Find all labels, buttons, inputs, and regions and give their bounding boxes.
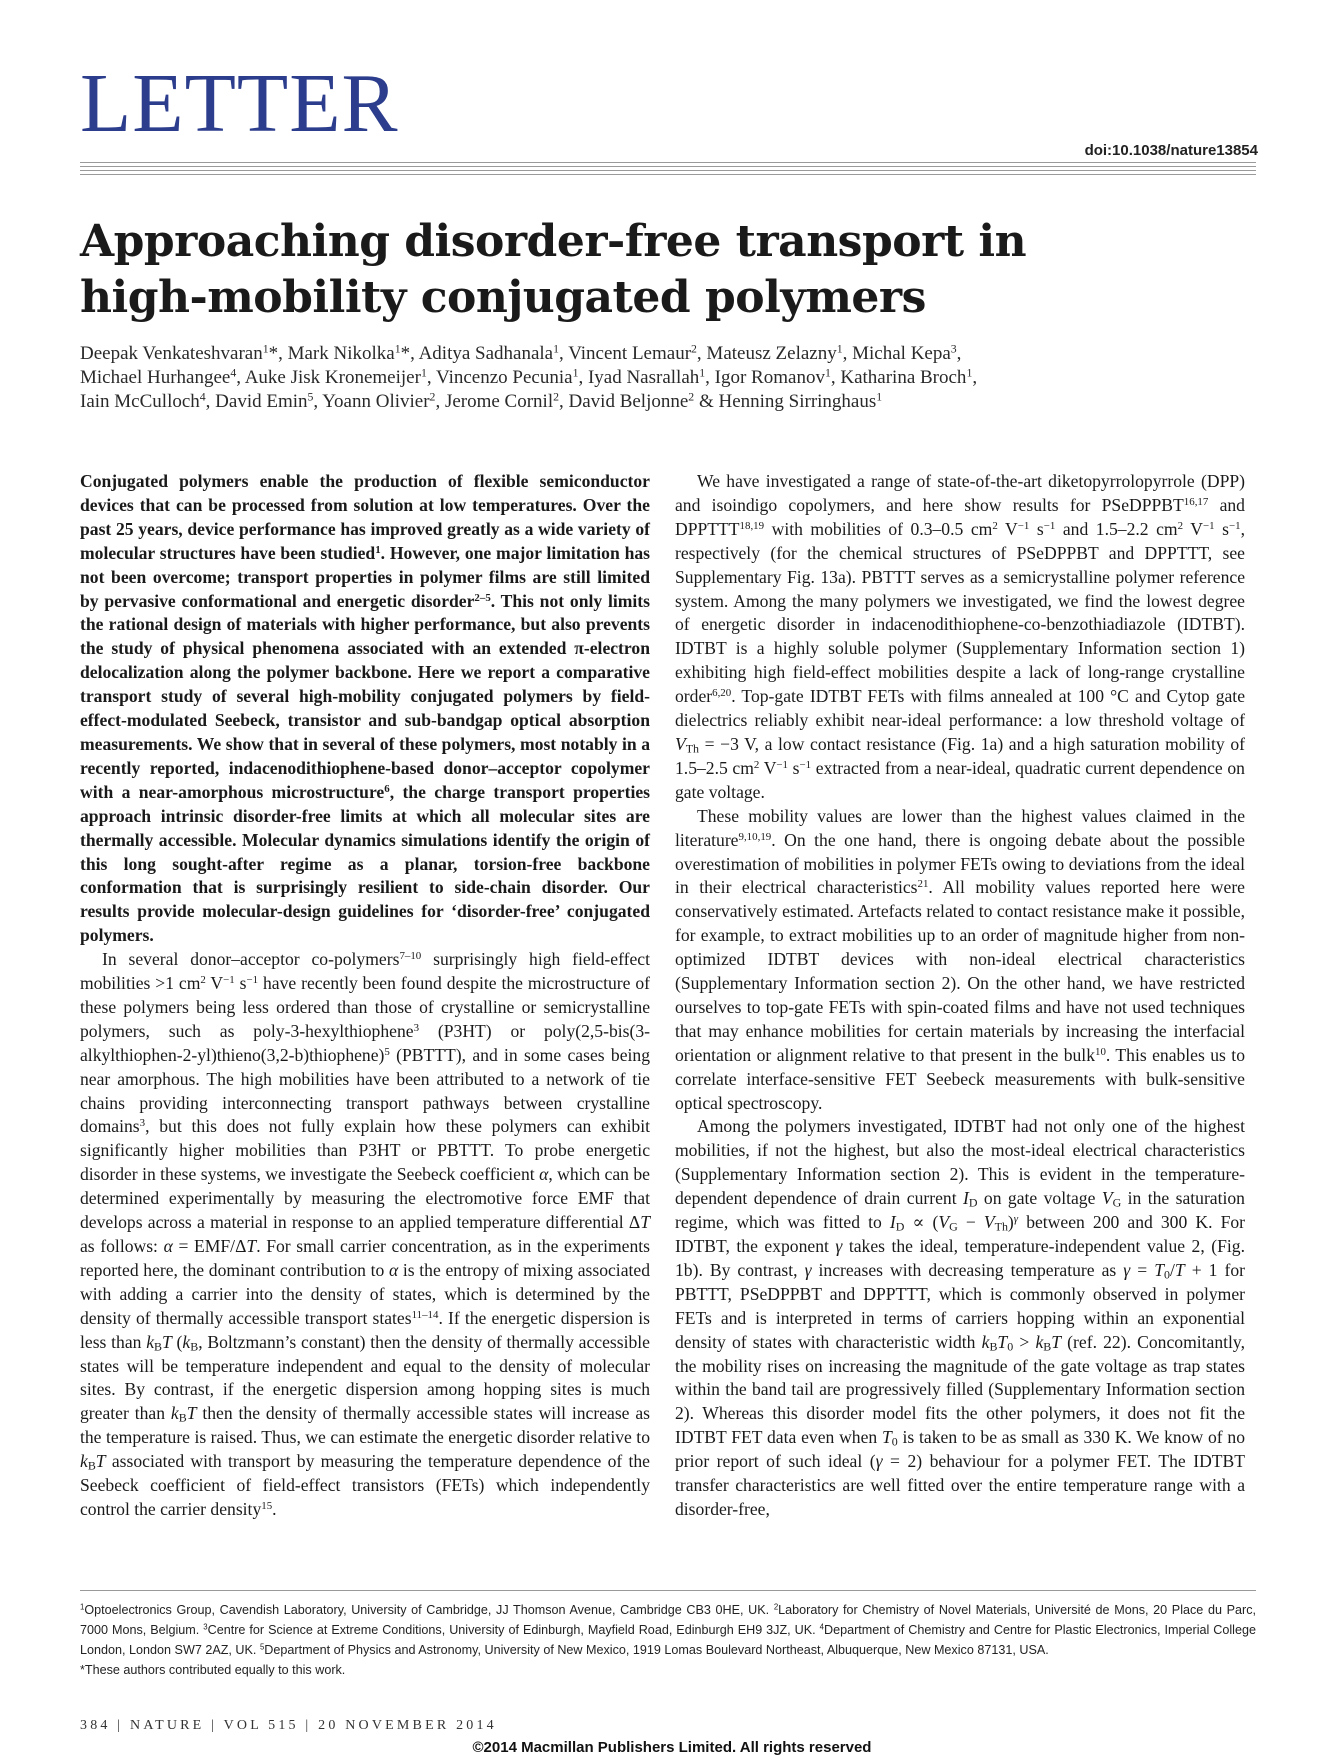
author-list: Deepak Venkateshvaran$^1$*, Mark Nikolka$^1$*, Aditya Sadhanala$^1$, Vincent Lemaur$^2$, Mateusz Zelazny$^1$, Michal Kepa$^3$, Michael Hurhangee$^4$, Auke Jisk Kronemeijer$^1$, Vincenzo Pecunia$^1$, Iyad Nasrallah$^1$, Igor Romanov$^1$, Katharina Broch$^1$, Iain McCulloch$^4$, David Emin$^5$, Yoann Olivier$^2$, Jerome Cornil$^2$, David Beljonne$^2$ & Henning Sirringhaus$^1$ bbox=[80, 342, 978, 412]
footnote-rule bbox=[80, 1590, 1256, 1591]
right-column bbox=[675, 470, 1245, 1522]
page-footer: 384 | NATURE | VOL 515 | 20 NOVEMBER 2014 bbox=[80, 1718, 497, 1733]
title-line: Approaching disorder-free transport in bbox=[80, 216, 1027, 267]
header-rule bbox=[80, 166, 1256, 167]
article-title bbox=[80, 214, 1256, 326]
doi[interactable]: doi:10.1038/nature13854 bbox=[1084, 142, 1258, 159]
title-line: high-mobility conjugated polymers bbox=[80, 272, 926, 323]
body-paragraph: Among the polymers investigated, IDTBT had not only one of the highest mobilities, if not the highest, but also the most-ideal electrical characteristics (Supplementary Information section 2). This is evident in the temperature-dependent dependence of drain current $I_D$ on gate voltage $V_G$ in the saturation regime, which was fitted to $I_D \propto (V_G - V_{Th})^\gamma$ between 200 and 300 K. For IDTBT, the exponent γ takes the ideal, temperature-independent value 2, (Fig. 1b). By contrast, γ increases with decreasing temperature as $\gamma = T_0/T + 1$ for PBTTT, PSeDPPBT and DPPTTT, which is commonly observed in polymer FETs and is interpreted in terms of carriers hopping within an exponential density of states with characteristic width $k_BT_0 > k_BT$ (ref. 22). Concomitantly, the mobility rises on increasing the magnitude of the gate voltage as trap states within the band tail are progressively filled (Supplementary Information section 2). Whereas this disorder model fits the other polymers, it does not fit the IDTBT FET data even when $T_0$ is taken to be as small as 330 K. We know of no prior report of such ideal (γ = 2) behaviour for a polymer FET. The IDTBT transfer characteristics are well fitted over the entire temperature range with a disorder-free, bbox=[675, 1116, 1246, 1519]
affiliations: $^1$Optoelectronics Group, Cavendish Laboratory, University of Cambridge, JJ Thomson Avenue, Cambridge CB3 0HE, UK. $^2$Laboratory for Chemistry of Novel Materials, Université de Mons, 20 Place du Parc, 7000 Mons, Belgium. $^3$Centre for Science at Extreme Conditions, University of Edinburgh, Mayfield Road, Edinburgh EH9 3JZ, UK. $^4$Department of Chemistry and Centre for Plastic Electronics, Imperial College London, London SW7 2AZ, UK. $^5$Department of Physics and Astronomy, University of New Mexico, 1919 Lomas Boulevard Northeast, Albuquerque, New Mexico 87131, USA. *These authors contributed equally to this work. bbox=[80, 1602, 1256, 1677]
body-paragraph: In several donor–acceptor co-polymers$^{7-10}$ surprisingly high field-effect mobilities >1 $cm^2$ $V^{-1}$ $s^{-1}$ have recently been found despite the microstructure of these polymers being less ordered than those of crystalline or semicrystalline polymers, such as poly-3-hexylthiophene$^3$ (P3HT) or poly(2,5-bis(3-alkylthiophen-2-yl)thieno(3,2-b)thiophene)$^5$ (PBTTT), and in some cases being near amorphous. The high mobilities have been attributed to a network of tie chains providing interconnecting transport pathways between crystalline domains$^3$, but this does not fully explain how these polymers can exhibit significantly higher mobilities than P3HT or PBTTT. To probe energetic disorder in these systems, we investigate the Seebeck coefficient α, which can be determined experimentally by measuring the electromotive force EMF that develops across a material in response to an applied temperature differential ΔT as follows: α = EMF/ΔT. For small carrier concentration, as in the experiments reported here, the dominant contribution to α is the entropy of mixing associated with adding a carrier into the density of states, which is determined by the density of thermally accessible transport states$^{11-14}$. If the energetic dispersion is less than $k_BT$ ($k_B$, Boltzmann’s constant) then the density of thermally accessible states will be temperature independent and equal to the density of molecular sites. By contrast, if the energetic dispersion among hopping sites is much greater than $k_BT$ then the density of thermally accessible states will increase as the temperature is raised. Thus, we can estimate the energetic disorder relative to $k_BT$ associated with transport by measuring the temperature dependence of the Seebeck coefficient of field-effect transistors (FETs) which independently control the carrier density$^{15}$. bbox=[80, 949, 651, 1519]
copyright: ©2014 Macmillan Publishers Limited. All rights reserved bbox=[472, 1739, 872, 1756]
abstract: Conjugated polymers enable the production of flexible semiconductor devices that can be processed from solution at low temperatures. Over the past 25 years, device performance has improved greatly as a wide variety of molecular structures have been studied$^1$. However, one major limitation has not been overcome; transport properties in polymer films are still limited by pervasive conformational and energetic disorder$^{2-5}$. This not only limits the rational design of materials with higher performance, but also prevents the study of physical phenomena associated with an extended π-electron delocalization along the polymer backbone. Here we report a comparative transport study of several high-mobility conjugated polymers by field-effect-modulated Seebeck, transistor and sub-bandgap optical absorption measurements. We show that in several of these polymers, most notably in a recently reported, indacenodithiophene-based donor–acceptor copolymer with a near-amorphous microstructure$^6$, the charge transport properties approach intrinsic disorder-free limits at which all molecular sites are thermally accessible. Molecular dynamics simulations identify the origin of this long sought-after regime as a planar, torsion-free backbone conformation that is surprisingly resilient to side-chain disorder. Our results provide molecular-design guidelines for ‘disorder-free’ conjugated polymers. bbox=[80, 471, 650, 946]
body-paragraph: These mobility values are lower than the highest values claimed in the literature$^{9,10,19}$. On the one hand, there is ongoing debate about the possible overestimation of mobilities in polymer FETs owing to deviations from the ideal in their electrical characteristics$^{21}$. All mobility values reported here were conservatively estimated. Artefacts related to contact resistance make it possible, for example, to extract mobilities up to an order of magnitude higher from non-optimized IDTBT devices with non-ideal electrical characteristics (Supplementary Information section 2). On the other hand, we have restricted ourselves to top-gate FETs with spin-coated films and have not used techniques that may enhance mobilities for certain materials by increasing the interfacial orientation or alignment relative to that present in the bulk$^{10}$. This enables us to correlate interface-sensitive FET Seebeck measurements with bulk-sensitive optical spectroscopy. bbox=[675, 805, 1245, 1113]
body-paragraph: We have investigated a range of state-of-the-art diketopyrrolopyrrole (DPP) and isoindigo copolymers, and here show results for PSeDPPBT$^{16,17}$ and DPPTTT$^{18,19}$ with mobilities of 0.3–0.5 $cm^2$ $V^{-1}$ $s^{-1}$ and 1.5–2.2 $cm^2$ $V^{-1}$ $s^{-1}$, respectively (for the chemical structures of PSeDPPBT and DPPTTT, see Supplementary Fig. 13a). PBTTT serves as a semicrystalline polymer reference system. Among the many polymers we investigated, we find the lowest degree of energetic disorder in indacenodithiophene-co-benzothiadiazole (IDTBT). IDTBT is a highly soluble polymer (Supplementary Information section 1) exhibiting high field-effect mobilities despite a lack of long-range crystalline order$^{6,20}$. Top-gate IDTBT FETs with films annealed at 100 °C and Cytop gate dielectrics reliably exhibit near-ideal performance: a low threshold voltage of $V_{Th} = -3$ V, a low contact resistance (Fig. 1a) and a high saturation mobility of 1.5–2.5 $cm^2$ $V^{-1}$ $s^{-1}$ extracted from a near-ideal, quadratic current dependence on gate voltage. bbox=[675, 471, 1245, 802]
header-rule bbox=[80, 162, 1256, 163]
header-rule bbox=[80, 170, 1256, 171]
section-label: LETTER bbox=[80, 57, 399, 150]
header-rule bbox=[80, 174, 1256, 175]
left-column bbox=[80, 470, 650, 1522]
